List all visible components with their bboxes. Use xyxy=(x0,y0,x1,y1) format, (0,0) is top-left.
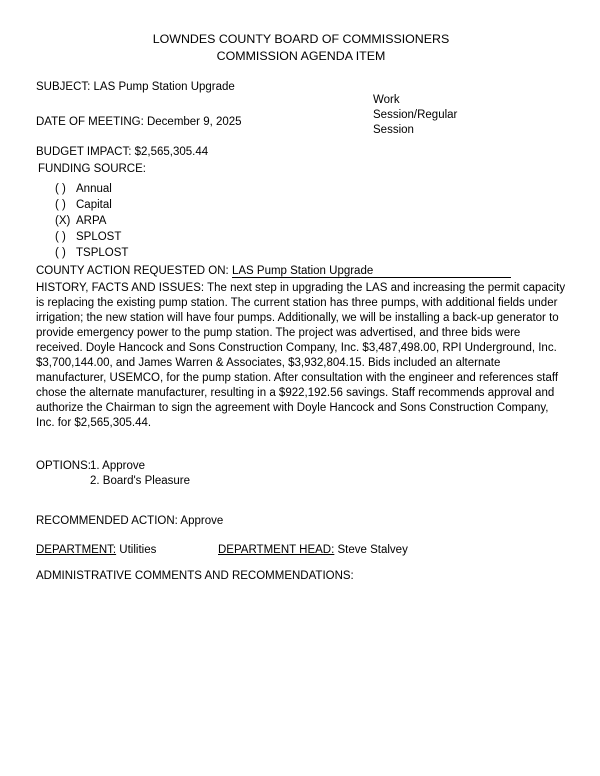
funding-option-label-annual: Annual xyxy=(76,183,112,195)
history-section xyxy=(36,281,566,431)
department-label: DEPARTMENT: xyxy=(36,544,117,556)
recommended-action-value: Approve xyxy=(180,515,224,527)
county-action-label: COUNTY ACTION REQUESTED ON: xyxy=(36,265,229,277)
county-action-value: LAS Pump Station Upgrade xyxy=(231,265,374,277)
funding-option-label-splost: SPLOST xyxy=(76,231,122,243)
checkbox-mark-splost: ( ) xyxy=(55,231,66,243)
department-row xyxy=(36,543,566,558)
funding-option-capital xyxy=(36,197,566,213)
subject-label: SUBJECT: xyxy=(36,81,91,93)
document-header xyxy=(36,31,566,65)
administrative-comments-label: ADMINISTRATIVE COMMENTS AND RECOMMENDATIONS: xyxy=(36,570,354,582)
subject-row xyxy=(36,80,566,95)
meeting-date-label: DATE OF MEETING: xyxy=(36,116,144,128)
options-row xyxy=(36,459,566,474)
meeting-date-row xyxy=(36,115,566,130)
department-head-field xyxy=(218,544,408,556)
department-field xyxy=(36,543,218,558)
org-title: LOWNDES COUNTY BOARD OF COMMISSIONERS xyxy=(152,32,450,46)
funding-option-tsplost xyxy=(36,245,566,261)
checkbox-mark-capital: ( ) xyxy=(55,199,66,211)
funding-source-label: FUNDING SOURCE: xyxy=(38,163,146,175)
funding-option-label-arpa: ARPA xyxy=(76,215,107,227)
funding-option-arpa xyxy=(36,213,566,229)
funding-option-label-tsplost: TSPLOST xyxy=(76,247,129,259)
checkbox-mark-annual: ( ) xyxy=(55,183,66,195)
history-label: HISTORY, FACTS AND ISSUES: xyxy=(36,282,205,294)
session-type-line-3: Session xyxy=(373,124,414,136)
funding-option-splost xyxy=(36,229,566,245)
history-text: The next step in upgrading the LAS and increasing the permit capacity is replacing the existing pump station. The current station has three pumps, with additional fields under irrigation; the new station will have four pumps. Additionally, we will be installing a back-up generator to provide emergency power to the pump station. The project was advertised, and three bids were received. Doyle Hancock and Sons Construction Company, Inc. $3,487,498.00, RPI Underground, Inc. $3,700,144.00, and James Warren & Associates, $3,932,804.15. Bids included an alternate manufacturer, USEMCO, for the pump station. After consultation with the engineer and references staff chose the alternate manufacturer, resulting in a $922,192.56 savings. Staff recommends approval and authorize the Chairman to sign the agreement with Doyle Hancock and Sons Construction Company, Inc. for $2,565,305.44. xyxy=(36,282,566,429)
option-1-approve: 1. Approve xyxy=(90,460,145,472)
document-type-title: COMMISSION AGENDA ITEM xyxy=(216,49,386,63)
session-type xyxy=(373,93,457,138)
checkbox-mark-tsplost: ( ) xyxy=(55,247,66,259)
budget-impact-row xyxy=(36,145,566,160)
meeting-date-value: December 9, 2025 xyxy=(146,116,242,128)
session-type-line-1: Work xyxy=(373,94,400,106)
options-label: OPTIONS: xyxy=(36,460,91,472)
recommended-action-row xyxy=(36,514,566,529)
budget-impact-label: BUDGET IMPACT: xyxy=(36,146,132,158)
department-head-value: Steve Stalvey xyxy=(337,544,408,556)
department-head-label: DEPARTMENT HEAD: xyxy=(218,544,335,556)
department-value: Utilities xyxy=(119,544,157,556)
county-action-underlined-field xyxy=(232,265,511,278)
county-action-row xyxy=(36,264,566,279)
checkbox-mark-arpa: (X) xyxy=(55,215,71,227)
option-2-boards-pleasure: 2. Board's Pleasure xyxy=(90,475,191,487)
recommended-action-label: RECOMMENDED ACTION: xyxy=(36,515,178,527)
funding-option-annual xyxy=(36,181,566,197)
budget-impact-value: $2,565,305.44 xyxy=(134,146,209,158)
funding-option-label-capital: Capital xyxy=(76,199,112,211)
session-type-line-2: Session/Regular xyxy=(373,109,458,121)
subject-value: LAS Pump Station Upgrade xyxy=(93,81,235,93)
funding-source-list xyxy=(36,181,566,261)
underline-blank xyxy=(373,273,511,274)
